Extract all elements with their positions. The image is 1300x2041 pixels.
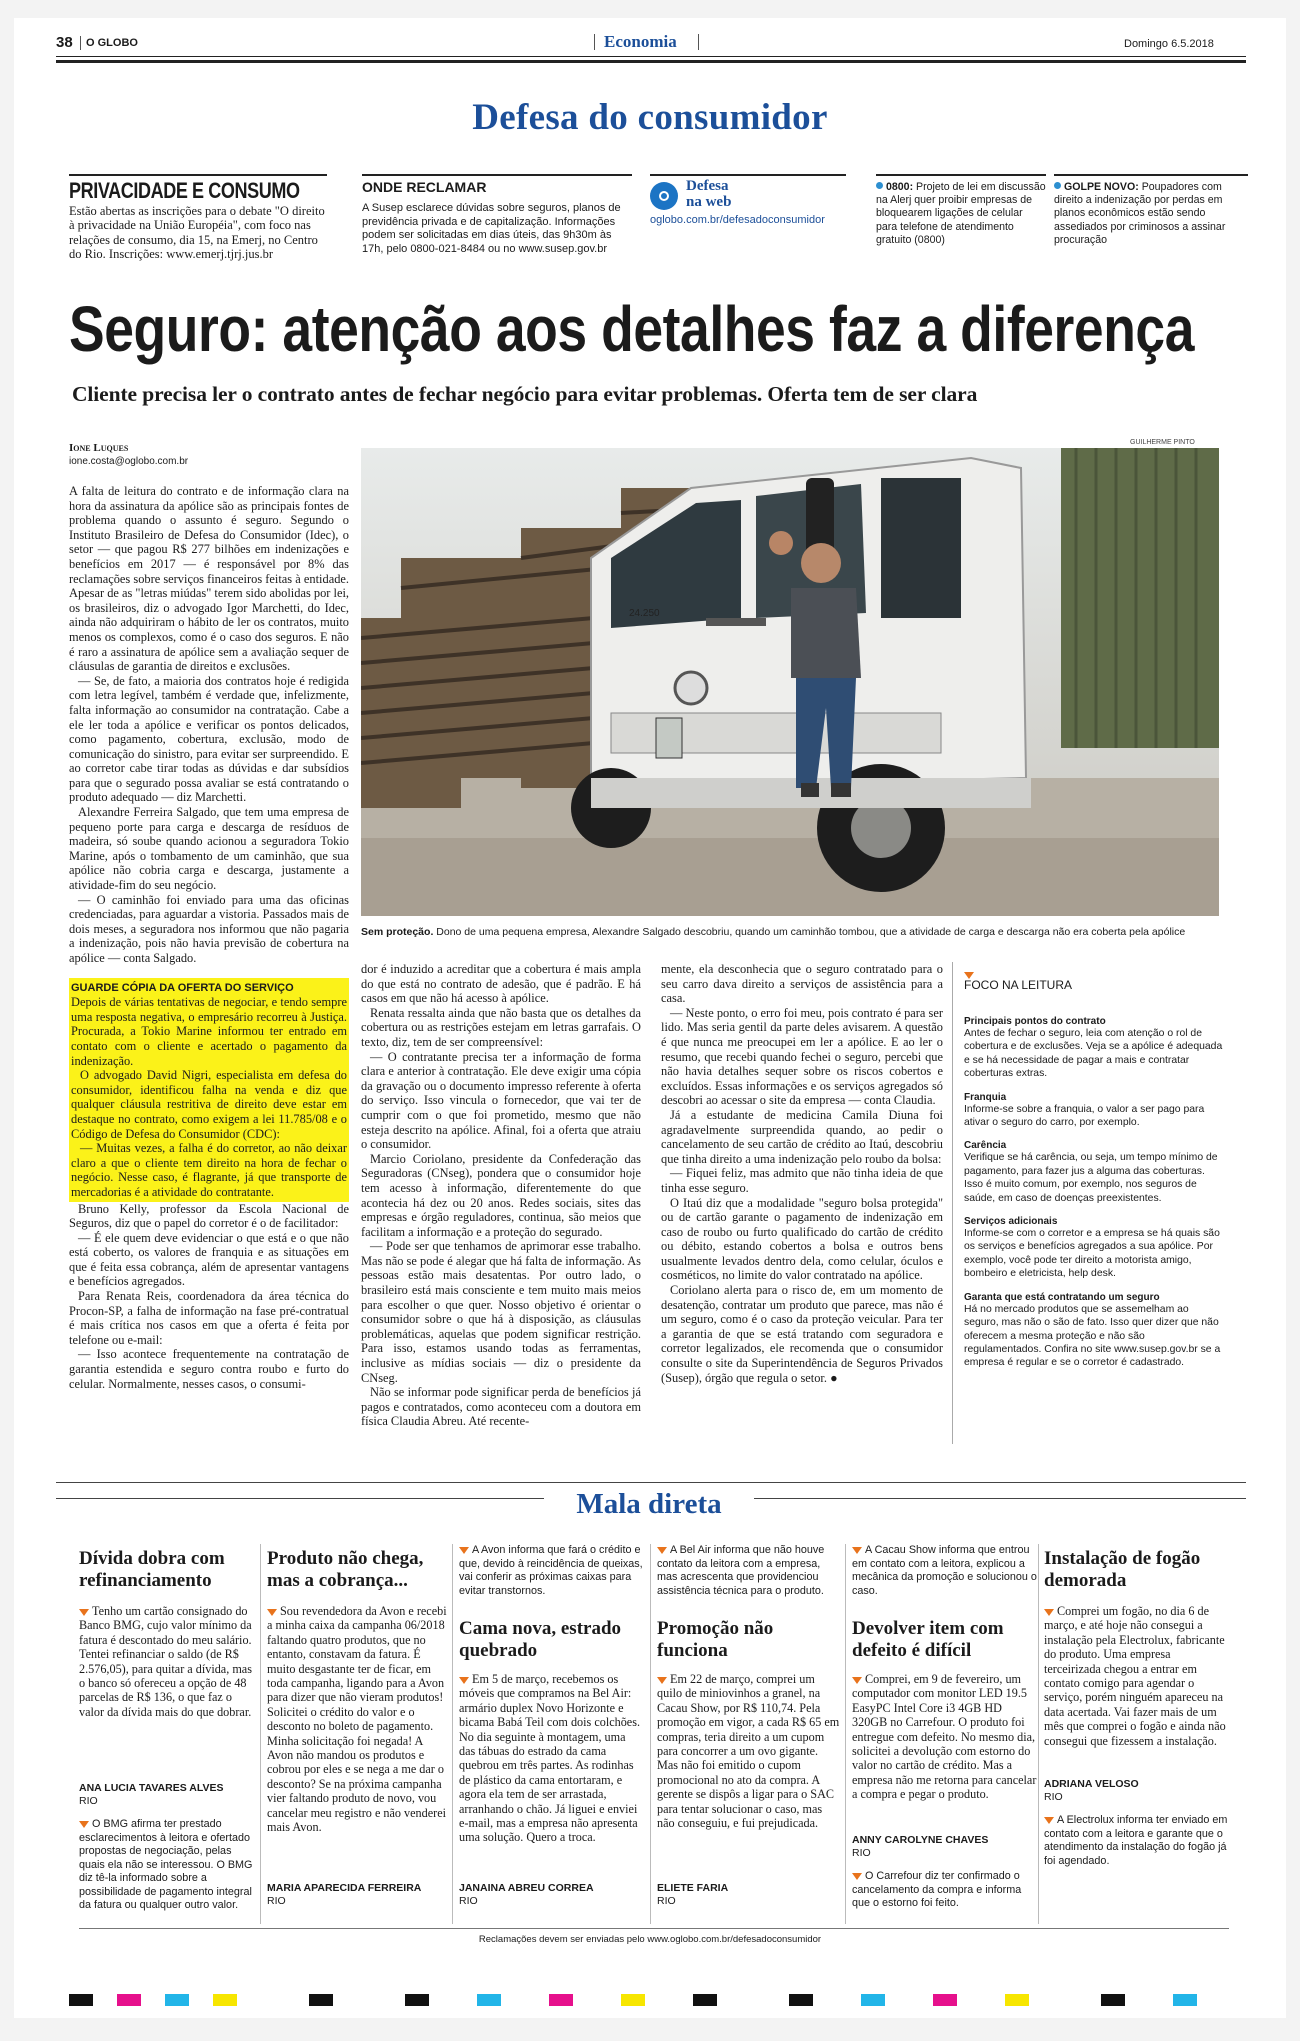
foco-item-head: Principais pontos do contrato (964, 1016, 1106, 1027)
letter-city: RIO (79, 1795, 98, 1807)
triangle-icon (852, 1677, 862, 1684)
letter-signature: MARIA APARECIDA FERREIRA (267, 1882, 422, 1894)
company-reply: O Carrefour diz ter confirmado o cancelamento da compra e informa que o estorno foi feito. (852, 1870, 1022, 1909)
photo-credit: GUILHERME PINTO (1130, 439, 1195, 446)
letter-text: Em 22 de março, comprei um quilo de miniovinhos a granel, na Cacau Show, por R$ 110,74. Pela promoção em vigor, a cada R$ 65 em compras, teria direito a um cupom para concorrer a um ovo gigante. Mas não foi emitido o cupom promocional no ato da compra. A gerente se dispôs a ligar para o SAC para tentar solucionar o caso, mas não conseguiu, e fui prejudicada. (657, 1672, 840, 1831)
foco-item-text: Informe-se sobre a franquia, o valor a ser pago para ativar o seguro do carro, por exemplo. (964, 1103, 1205, 1129)
paragraph: O Itaú diz que a modalidade "seguro bolsa protegida" ou de cartão garante o pagamento de indenização em caso de roubo ou furto qualificado do cartão de crédito ou débito, estando cobertos a bolsa e outros bens usualmente levados dentro dela, como celular, óculos e cosméticos, no limite do valor contratado na apólice. (661, 1195, 943, 1283)
bullet-icon (876, 182, 883, 189)
page-number: 38 (56, 34, 73, 51)
letter-title: Dívida dobra com refinanciamento (79, 1548, 225, 1591)
triangle-icon (852, 1873, 862, 1880)
letter-text: Tenho um cartão consignado do Banco BMG, cujo valor mínimo da fatura é descontado do meu salário. Tentei refinanciar o saldo (de R$ 2.576,05), para quitar a dívida, mas o banco só ofereceu a opção de 48 parcelas de R$ 136, o que faz o valor da dívida mais do que dobrar. (79, 1604, 252, 1719)
foco-item-head: Serviços adicionais (964, 1216, 1058, 1228)
foco-item-head: Carência (964, 1140, 1007, 1152)
box-rule (1054, 174, 1248, 176)
paragraph: — Muitas vezes, a falha é do corretor, ao não deixar claro a que o cliente tem direito na hora de fechar o negócio. Nesse caso, é flagrante, já que transporte de mercadorias é a atividade do contratante. (71, 1141, 347, 1199)
foco-item-text: Antes de fechar o seguro, leia com atenção o rol de cobertura e de exclusões. Veja se a apólice é adequada e se há necessidade de pagar a mais e contratar coberturas extras. (964, 1028, 1223, 1080)
footer-rule (79, 1928, 1229, 1929)
privacidade-text: Estão abertas as inscrições para o debate "O direito à privacidade na União Européia", com foco nas relações de consumo, dia 15, na Emerj, no Centro do Rio. Inscrições: www.emerj.tjrj.jus.br (69, 204, 325, 262)
onde-title: ONDE RECLAMAR (362, 179, 487, 195)
triangle-icon (459, 1547, 469, 1554)
column-divider (650, 1544, 651, 1924)
letter-city: RIO (657, 1895, 676, 1907)
letter-title: Promoção não funciona (657, 1618, 774, 1661)
box-rule (876, 174, 1046, 176)
paragraph: Alexandre Ferreira Salgado, que tem uma empresa de pequeno porte para carga e descarga de resíduos de madeira, só soube quando acionou a seguradora Tokio Marine, após o tombamento de um caminhão, que sua apólice não cobria carga e descarga, justamente a atividade-fim do seu negócio. (69, 805, 349, 893)
box-rule (69, 174, 327, 176)
letter-city: RIO (1044, 1791, 1063, 1803)
company-reply: A Avon informa que fará o crédito e que, devido à reincidência de queixas, vai conferir as próximas caixas para evitar transtornos. (459, 1544, 643, 1597)
mala-title: Mala direta (544, 1488, 754, 1520)
golpe-box (1054, 181, 1244, 247)
foco-item (964, 1216, 1224, 1281)
foco-title: FOCO NA LEITURA (964, 978, 1073, 992)
paragraph: Bruno Kelly, professor da Escola Nacional de Seguros, diz que o papel do corretor é o de facilitador: (69, 1201, 349, 1231)
letter-title: Produto não chega, mas a cobrança... (267, 1548, 424, 1591)
highlighted-block (69, 978, 349, 1202)
company-reply: A Bel Air informa que não houve contato da leitora com a empresa, mas acrescenta que providenciou assistência técnica para o produto. (657, 1544, 825, 1597)
divider (698, 34, 699, 50)
foco-item-text: Verifique se há carência, ou seja, um tempo mínimo de pagamento, para fazer jus a alguma das coberturas. Isso é muito comum, por exemplo, nos seguros de saúde, em caso de doenças preexistentes. (964, 1152, 1218, 1204)
web-line1: Defesa (686, 178, 729, 194)
letter-title: Devolver item com defeito é difícil (852, 1618, 1004, 1661)
triangle-icon (1044, 1609, 1054, 1616)
paragraph: Marcio Coriolano, presidente da Confederação das Seguradoras (CNseg), pondera que o consumidor hoje tem acesso à informação, diferentemente do que acontecia há dez ou 20 anos. Redes sociais, sites das empresas e órgão reguladores, continua, são meios que facilitam a informação e a proteção do segurado. (361, 1151, 641, 1239)
column-divider (452, 1544, 453, 1924)
o800-label: 0800: (886, 181, 914, 193)
section-name: Economia (604, 32, 677, 51)
banner-title: Defesa do consumidor (472, 97, 828, 138)
caption-bold: Sem proteção. (361, 926, 434, 938)
triangle-icon (79, 1821, 89, 1828)
paragraph: — Neste ponto, o erro foi meu, pois contrato é para ser lido. Mas seria gentil da parte deles avisarem. A questão é que nunca me preocupei em ler a apólice. E ao ler o resumo, que recebi quando fechei o seguro, percebi que não havia detalhes sequer sobre os riscos cobertos e excluídos. Essas informações e os serviços agregados só descobri ao acessar o site da empresa — conta Claudia. (661, 1005, 943, 1108)
letter-signature: ANNY CAROLYNE CHAVES (852, 1834, 989, 1846)
photo (361, 448, 1219, 916)
truck-badge: 24.250 (629, 608, 660, 619)
company-reply: A Electrolux informa ter enviado em contato com a leitora e garante que o atendimento da instalação do fogão já foi agendado. (1044, 1814, 1228, 1867)
paragraph: — Isso acontece frequentemente na contratação de garantia estendida e seguro contra roubo e furto do celular. Normalmente, nesses casos, o consumi- (69, 1347, 349, 1391)
header-rule (56, 60, 1246, 63)
article-col2 (361, 962, 641, 1429)
paragraph: O advogado David Nigri, especialista em defesa do consumidor, identificou falha na venda e diz que qualquer cláusula restritiva de direito deve estar em destaque no contrato, como exigem a lei 11.785/08 e o Código de Defesa do Consumidor (CDC): (71, 1068, 347, 1141)
letter-city: RIO (459, 1895, 478, 1907)
box-rule (650, 174, 846, 176)
web-link[interactable]: oglobo.com.br/defesadoconsumidor (650, 214, 825, 226)
privacidade-title: PRIVACIDADE E CONSUMO (69, 178, 300, 203)
bullet-icon (1054, 182, 1061, 189)
subhead: GUARDE CÓPIA DA OFERTA DO SERVIÇO (71, 981, 294, 994)
byline-name: Ione Luques (69, 442, 129, 454)
paragraph: — Pode ser que tenhamos de aprimorar esse trabalho. Mas não se pode é alegar que há falta de informação. As pessoas estão mais desatentas. Por outro lado, o brasileiro está mais consciente e tem muito mais meios para escolher o que quer. Nosso objetivo é orientar o consumidor sobre o que há à disposição, as cláusulas problemáticas, aquelas que podem significar restrição. Para isso, estamos usando todas as ferramentas, inclusive as mídias sociais — diz o presidente da CNseg. (361, 1239, 641, 1385)
box-rule (362, 174, 632, 176)
paragraph: A falta de leitura do contrato e de informação clara na hora da assinatura da apólice são as principais fontes de problema quando o assunto é seguro. Segundo o Instituto Brasileiro de Defesa do Consumidor (Idec), o setor — que pagou R$ 277 bilhões em indenizações e benefícios em 2017 — é responsável por 8% das reclamações sobre serviços financeiros feitas à entidade. Apesar de as "letras miúdas" terem sido abolidas por lei, os brasileiros, diz o advogado Igor Marchetti, do Idec, ainda não adquiriram o hábito de ler os contratos, muito menos os complexos, como é o caso dos seguros. E não é raro a assinatura de apólice sem a avaliação sequer de cláusulas de garantia de direitos e exclusões. (69, 484, 349, 674)
column-divider (1038, 1544, 1039, 1924)
paragraph: Já a estudante de medicina Camila Diuna foi agradavelmente surpreendida quando, ao pedir o cancelamento de seu cartão de crédito ao Itaú, descobriu que tinha direito a uma indenização pelo roubo da bolsa: (661, 1107, 943, 1166)
triangle-icon (79, 1609, 89, 1616)
foco-item (964, 1292, 1224, 1370)
company-reply: O BMG afirma ter prestado esclarecimentos à leitora e ofertado propostas de negociação, pelas quais ela não se interessou. O BMG diz tê-la informado sobre a possibilidade de pagamento integral da fatura ou qualquer outro valor. (79, 1818, 253, 1911)
paper-name: O GLOBO (86, 37, 138, 49)
photo-caption (361, 926, 1261, 939)
date: Domingo 6.5.2018 (1124, 38, 1214, 50)
article-col3 (661, 962, 943, 1385)
triangle-icon (459, 1677, 469, 1684)
triangle-icon (852, 1547, 862, 1554)
paragraph: mente, ela desconhecia que o seguro contratado para o seu carro dava direito a serviços de assistência para a casa. (661, 962, 943, 1006)
letter-text: Comprei um fogão, no dia 6 de março, e até hoje não consegui a instalação pela Electrolux, fabricante do produto. Uma empresa terceirizada chegou a entrar em contato comigo para agendar o serviço, porém ninguém apareceu na data acertada. Vai fazer mais de um mês que comprei o fogão e ainda não consegui que fizessem a instalação. (1044, 1604, 1226, 1748)
foco-sidebar (964, 966, 1224, 1370)
company-reply: A Cacau Show informa que entrou em contato com a leitora, explicou a mecânica da promoção e solucionou o caso. (852, 1544, 1037, 1597)
paragraph: — O contratante precisa ter a informação de forma clara e anterior à contratação. Ele deve exigir uma cópia da gravação ou o documento impresso referente à oferta do serviço. Isso vincula o fornecedor, que vai ter de cumprir com o que foi prometido, mesmo que não esteja descrito na apólice. Afinal, foi a oferta que atraiu o consumidor. (361, 1049, 641, 1152)
photo-illustration (361, 448, 1219, 916)
byline-email: ione.costa@oglobo.com.br (69, 456, 189, 467)
paragraph: Para Renata Reis, coordenadora da área técnica do Procon-SP, a falha de informação na fase pré-contratual é mais crítica nos casos em que a oferta é feita por telefone ou e-mail: (69, 1289, 349, 1347)
deck: Cliente precisa ler o contrato antes de fechar negócio para evitar problemas. Oferta tem de ser clara (72, 382, 978, 406)
letter-text: Em 5 de março, recebemos os móveis que compramos na Bel Air: armário duplex Novo Horizonte e bicama Babá Teil com dois colchões. No dia seguinte à montagem, uma das tábuas do estrado da cama quebrou em três partes. As rodinhas de plástico da cama entortaram, e agora ela tem de ser arrastada, arranhando o chão. Já liguei e enviei e-mail, mas a empresa não apresenta uma solução. Quero a troca. (459, 1672, 641, 1845)
header-rule (56, 56, 1246, 57)
foco-item (964, 1140, 1224, 1205)
foco-item-head: Garanta que está contratando um seguro (964, 1291, 1160, 1303)
headline: Seguro: atenção aos detalhes faz a diferença (69, 293, 1195, 365)
paragraph: Depois de várias tentativas de negociar, e tendo sempre uma resposta negativa, o empresário recorreu à Justiça. Procurada, a Tokio Marine informou ter entrado em contato com o cliente e acertado o pagamento da indenização. (71, 995, 347, 1068)
foco-item-text: Há no mercado produtos que se assemelham ao seguro, mas não o são de fato. Isso quer dizer que não oferecem a mesma proteção e não são regulamentados. Confira no site www.susep.gov.br se a empresa é regular e se o corretor é cadastrado. (964, 1303, 1221, 1369)
onde-text: A Susep esclarece dúvidas sobre seguros, planos de previdência privada e de capitalização. Informações podem ser solicitadas em dias úteis, das 9h30m às 17h, pelo 0800-021-8484 ou no www.susep.gov.br (362, 202, 621, 255)
paragraph: Não se informar pode significar perda de benefícios já pagos e contratados, como aconteceu com a doutora em física Claudia Abreu. Até recente- (361, 1385, 641, 1429)
foco-item (964, 1016, 1224, 1081)
registration-strip (69, 1994, 1219, 2006)
foco-item (964, 1092, 1224, 1130)
triangle-icon (267, 1609, 277, 1616)
foco-item-head: Franquia (964, 1091, 1007, 1103)
paragraph: — É ele quem deve evidenciar o que está e o que não está coberto, os valores de franquia e as situações em que é feita essa cobrança, além de apresentar vantagens e benefícios agregados. (69, 1230, 349, 1289)
web-icon (650, 182, 678, 210)
sidebar-divider (952, 962, 953, 1444)
letter-signature: JANAINA ABREU CORREA (459, 1882, 594, 1894)
triangle-icon (1044, 1817, 1054, 1824)
paragraph: Coriolano alerta para o risco de, em um momento de desatenção, contratar um produto que parece, mas não é um seguro, como é o caso da proteção veicular. Para ter a garantia de que se está tratando com seguradora e corretor legalizados, ele recomenda que o consumidor consulte o site da Superintendência de Seguros Privados (Susep), órgão que regula o setor. ● (661, 1283, 943, 1385)
letter-title: Instalação de fogão demorada (1044, 1548, 1201, 1591)
letter-text: Comprei, em 9 de fevereiro, um computador com monitor LED 19.5 EasyPC Intel Core i3 4GB HD 320GB no Carrefour. O produto foi entregue com defeito. No mesmo dia, solicitei a devolução com estorno do valor no cartão de crédito. Mas a empresa não me retorna para cancelar a compra e pegar o produto. (852, 1672, 1037, 1802)
letter-title: Cama nova, estrado quebrado (459, 1618, 622, 1661)
letter-signature: ANA LUCIA TAVARES ALVES (79, 1782, 224, 1794)
mala-rule (56, 1482, 1246, 1483)
letter-text: Sou revendedora da Avon e recebi a minha caixa da campanha 06/2018 faltando quatro produtos, que no entanto, constavam da fatura. É muito desgastante ter de ficar, em toda campanha, ligando para a Avon para dizer que não vieram produtos! Solicitei o crédito do valor e o desconto no boleto de pagamento. Minha solicitação foi negada! A Avon não mandou os produtos e cobrou por eles e se nega a me dar o desconto? Se na próxima campanha vier faltando produto de novo, vou cancelar meu registro e não venderei mais Avon. (267, 1604, 447, 1835)
golpe-text: Poupadores com direito a indenização por perdas em planos econômicos estão sendo assediados por criminosos a assinar procuração (1054, 181, 1226, 246)
letter-city: RIO (852, 1847, 871, 1859)
paragraph: Renata ressalta ainda que não basta que os detalhes da cobertura ou as restrições estejam em letras garrafais. O texto, diz, tem de ser compreensível: (361, 1005, 641, 1049)
letter-city: RIO (267, 1895, 286, 1907)
foco-item-text: Informe-se com o corretor e a empresa se há quais são os serviços e benefícios agregados a sua apólice. Por exemplo, você pode ter direito a motorista amigo, bombeiro e eletricista, help desk. (964, 1228, 1220, 1280)
mala-footer: Reclamações devem ser enviadas pelo www.oglobo.com.br/defesadoconsumidor (478, 1934, 822, 1945)
o800-box (876, 181, 1046, 247)
column-divider (845, 1544, 846, 1924)
divider (80, 36, 81, 50)
article-col1 (69, 484, 349, 1391)
paragraph: — Se, de fato, a maioria dos contratos hoje é redigida com letra legível, também é verdade que, infelizmente, falta informação ao consumidor na contratação. Cabe a ele ler toda a apólice e verificar os pontos delicados, como pagamento, cobertura, exclusão, modo de comunicação do sinistro, para evitar ser surpreendido. E ao corretor cabe tirar todas as dúvidas e dar subsídios para que o segurado possa avaliar se está contratando o produto adequado — diz Marchetti. (69, 673, 349, 805)
letter-signature: ELIETE FARIA (657, 1882, 729, 1894)
caption-text: Dono de uma pequena empresa, Alexandre Salgado descobriu, quando um caminhão tombou, que a atividade de carga e descarga não era coberta pela apólice (433, 926, 1186, 938)
letter-signature: ADRIANA VELOSO (1044, 1778, 1139, 1790)
triangle-icon (657, 1677, 667, 1684)
golpe-label: GOLPE NOVO: (1064, 181, 1139, 193)
web-line2: na web (686, 194, 732, 210)
paragraph: — O caminhão foi enviado para uma das oficinas credenciadas, para aguardar a vistoria. Passados mais de dois meses, a seguradora nos informou que não pagaria a indenização, pois não havia previsão de cobertura na apólice — conta Salgado. (69, 892, 349, 965)
column-divider (260, 1544, 261, 1924)
paragraph: dor é induzido a acreditar que a cobertura é mais ampla do que está no contrato de adesão, que é padrão. E há casos em que não há acesso à apólice. (361, 962, 641, 1006)
divider (594, 34, 595, 50)
triangle-icon (657, 1547, 667, 1554)
paragraph: — Fiquei feliz, mas admito que não tinha ideia de que tinha esse seguro. (661, 1166, 943, 1195)
newspaper-page (14, 18, 1286, 2018)
o800-text: Projeto de lei em discussão na Alerj quer proibir empresas de bloquearem ligações de celular para telefone de atendimento gratuito (0800) (876, 181, 1046, 246)
